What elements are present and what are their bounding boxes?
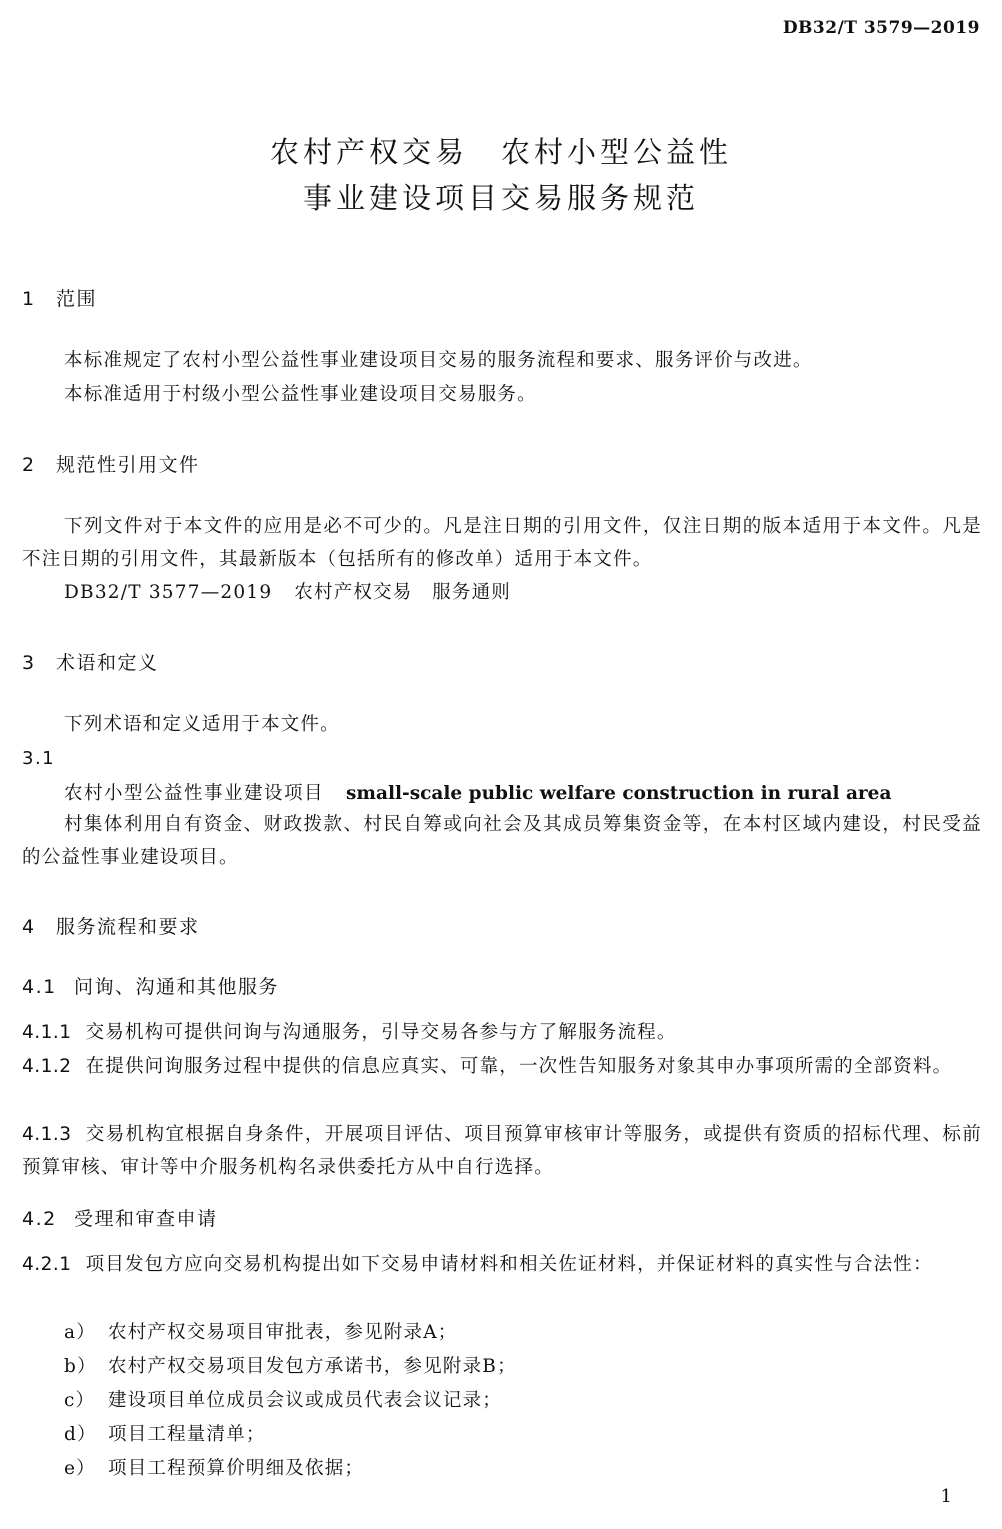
list-label: b） (64, 1356, 97, 1377)
clause-4-1-1 (22, 1016, 982, 1049)
page-number: 1 (940, 1486, 952, 1507)
term-english: small-scale public welfare construction in rural area (346, 783, 892, 804)
standard-code-header: DB32/T 3579—2019 (782, 18, 980, 38)
reference-code: DB32/T 3577—2019 (64, 582, 273, 603)
clause-text: 在提供问询服务过程中提供的信息应真实、可靠，一次性告知服务对象其申办事项所需的全部资料。 (85, 1056, 953, 1077)
section-number: 4 (22, 916, 36, 938)
clause-number: 4.2.1 (22, 1254, 72, 1275)
section-title: 术语和定义 (56, 652, 159, 674)
subsection-4-2-heading (22, 1204, 218, 1231)
paragraph: 下列术语和定义适用于本文件。 (64, 714, 340, 735)
section-number: 1 (22, 288, 36, 310)
normative-reference (64, 576, 511, 609)
section-number: 3 (22, 652, 36, 674)
section-title: 范围 (56, 288, 98, 310)
clause-text: 交易机构可提供问询与沟通服务，引导交易各参与方了解服务流程。 (85, 1022, 677, 1043)
list-label: e） (64, 1458, 96, 1479)
subsection-4-1-heading (22, 972, 279, 999)
section-title: 受理和审查申请 (74, 1208, 218, 1230)
list-item (64, 1318, 457, 1344)
section-4-heading (22, 912, 200, 939)
section-title: 问询、沟通和其他服务 (74, 976, 280, 998)
list-label: a） (64, 1322, 96, 1343)
term-entry (64, 779, 891, 805)
paragraph: 本标准适用于村级小型公益性事业建设项目交易服务。 (64, 384, 537, 405)
term-definition: 村集体利用自有资金、财政拨款、村民自筹或向社会及其成员筹集资金等，在本村区域内建设，村民受益的公益性事业建设项目。 (22, 814, 982, 868)
clause-number: 4.1.3 (22, 1124, 72, 1145)
reference-name: 农村产权交易 服务通则 (294, 582, 511, 603)
section-3-heading (22, 648, 159, 675)
section-1-heading (22, 284, 97, 311)
document-title-line2: 事业建设项目交易服务规范 (302, 181, 699, 215)
clause-number: 4.1.2 (22, 1056, 72, 1077)
clause-text: 项目发包方应向交易机构提出如下交易申请材料和相关佐证材料，并保证材料的真实性与合法性： (85, 1254, 933, 1275)
clause-4-1-2 (22, 1050, 982, 1083)
section-number: 4.1 (22, 976, 57, 998)
list-text: 建设项目单位成员会议或成员代表会议记录； (108, 1390, 503, 1411)
list-item (64, 1420, 266, 1446)
section-title: 规范性引用文件 (56, 454, 200, 476)
term-number: 3.1 (22, 748, 56, 769)
list-text: 项目工程预算价明细及依据； (108, 1458, 365, 1479)
list-item (64, 1454, 364, 1480)
document-title-line1: 农村产权交易 农村小型公益性 (269, 135, 732, 169)
clause-4-1-3 (22, 1118, 982, 1184)
paragraph: 本标准规定了农村小型公益性事业建设项目交易的服务流程和要求、服务评价与改进。 (64, 350, 813, 371)
list-text: 农村产权交易项目审批表，参见附录A； (108, 1322, 458, 1343)
list-label: d） (64, 1424, 97, 1445)
section-number: 2 (22, 454, 36, 476)
list-item (64, 1352, 517, 1378)
term-chinese: 农村小型公益性事业建设项目 (64, 783, 325, 804)
clause-4-2-1 (22, 1248, 982, 1281)
section-title: 服务流程和要求 (56, 916, 200, 938)
list-text: 项目工程量清单； (108, 1424, 266, 1445)
list-label: c） (64, 1390, 96, 1411)
list-text: 农村产权交易项目发包方承诺书，参见附录B； (108, 1356, 517, 1377)
list-item (64, 1386, 502, 1412)
paragraph: 下列文件对于本文件的应用是必不可少的。凡是注日期的引用文件，仅注日期的版本适用于本文件。凡是不注日期的引用文件，其最新版本（包括所有的修改单）适用于本文件。 (22, 516, 982, 570)
clause-text: 交易机构宜根据自身条件，开展项目评估、项目预算审核审计等服务，或提供有资质的招标代理、标前预算审核、审计等中介服务机构名录供委托方从中自行选择。 (22, 1124, 982, 1178)
section-number: 4.2 (22, 1208, 57, 1230)
clause-number: 4.1.1 (22, 1022, 72, 1043)
section-2-heading (22, 450, 200, 477)
